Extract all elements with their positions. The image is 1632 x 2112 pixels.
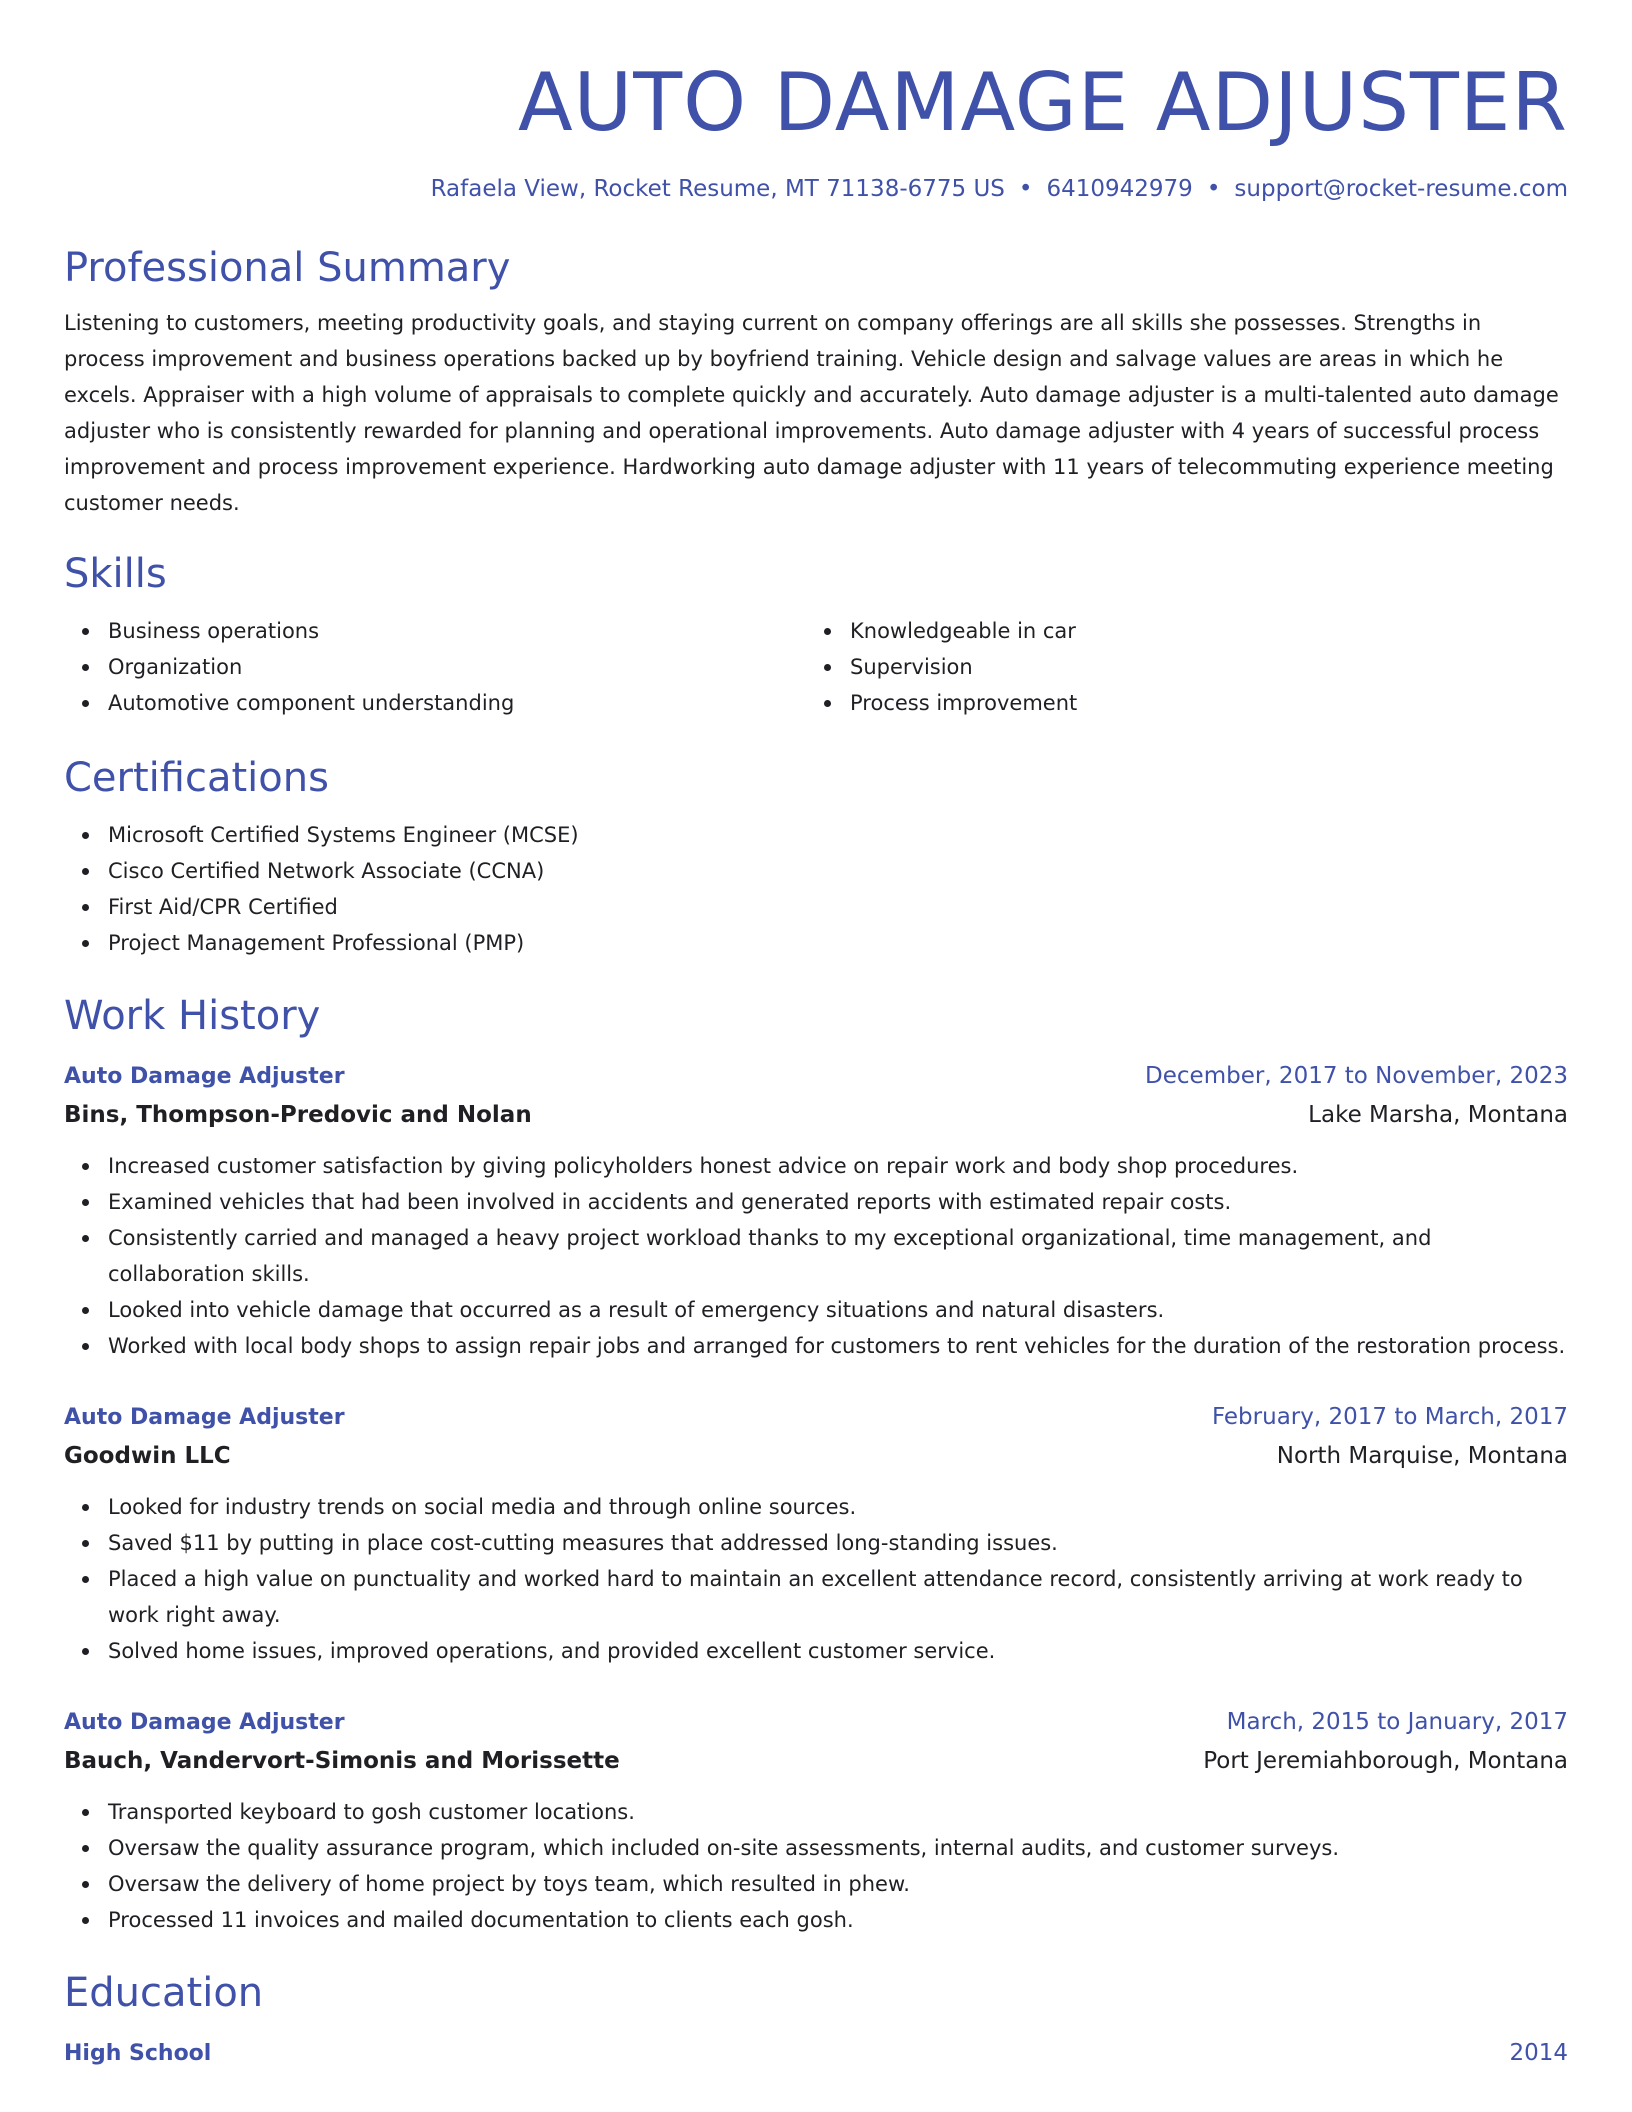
skills-column-left <box>64 613 806 721</box>
skill-item: Organization <box>108 649 806 685</box>
job-bullet: Looked into vehicle damage that occurred as a result of emergency situations and natural disasters. <box>108 1292 1568 1328</box>
skill-item: Knowledgeable in car <box>850 613 1548 649</box>
job-bullet: Transported keyboard to gosh customer locations. <box>108 1794 1568 1830</box>
contact-email: support@rocket-resume.com <box>1234 176 1568 202</box>
job-title: Auto Damage Adjuster <box>64 1405 345 1430</box>
certifications-heading: Certifications <box>64 755 329 801</box>
job-title: Auto Damage Adjuster <box>64 1064 345 1089</box>
job-bullet: Placed a high value on punctuality and worked hard to maintain an excellent attendance record, consistently arriving at work ready to work right away. <box>108 1561 1568 1633</box>
summary-heading: Professional Summary <box>64 245 511 291</box>
skills-heading: Skills <box>64 551 167 597</box>
job-bullet: Increased customer satisfaction by giving policyholders honest advice on repair work and body shop procedures. <box>108 1148 1568 1184</box>
job-dates: March, 2015 to January, 2017 <box>1226 1709 1568 1735</box>
resume-name: AUTO DAMAGE ADJUSTER <box>517 56 1568 149</box>
contact-separator: • <box>1206 176 1221 202</box>
job-company: Goodwin LLC <box>64 1443 231 1469</box>
education-year: 2014 <box>1509 2040 1568 2066</box>
job-bullet: Oversaw the delivery of home project by toys team, which resulted in phew. <box>108 1866 1568 1902</box>
certification-item: Project Management Professional (PMP) <box>108 925 1568 961</box>
skills-column-right <box>806 613 1548 721</box>
job-entry <box>64 1057 1568 1364</box>
certifications-list <box>64 817 1568 961</box>
summary-text: Listening to customers, meeting productivity goals, and staying current on company offerings are all skills she possesses. Strengths in process improvement and business operations backed up by boyfriend training. Vehicle design and salvage values are areas in which he excels. Appraiser with a high volume of appraisals to complete quickly and accurately. Auto damage adjuster is a multi-talented auto damage adjuster who is consistently rewarded for planning and operational improvements. Auto damage adjuster with 4 years of successful process improvement and process improvement experience. Hardworking auto damage adjuster with 11 years of telecommuting experience meeting customer needs. <box>64 311 1559 515</box>
resume-page <box>64 0 1568 2073</box>
skill-item: Supervision <box>850 649 1548 685</box>
skill-item: Automotive component understanding <box>108 685 806 721</box>
job-entry <box>64 1398 1568 1669</box>
education-heading: Education <box>64 1970 264 2016</box>
job-dates: December, 2017 to November, 2023 <box>1145 1063 1568 1089</box>
job-dates: February, 2017 to March, 2017 <box>1211 1404 1568 1430</box>
job-location: Port Jeremiahborough, Montana <box>1203 1748 1568 1774</box>
skill-item: Business operations <box>108 613 806 649</box>
job-bullet: Saved $11 by putting in place cost-cutting measures that addressed long-standing issues. <box>108 1525 1568 1561</box>
contact-line <box>64 173 1568 205</box>
job-location: North Marquise, Montana <box>1276 1443 1568 1469</box>
certification-item: Microsoft Certified Systems Engineer (MCSE) <box>108 817 1568 853</box>
education-entry <box>64 2034 1568 2073</box>
skill-item: Process improvement <box>850 685 1548 721</box>
job-company: Bins, Thompson-Predovic and Nolan <box>64 1102 532 1128</box>
contact-address: Rafaela View, Rocket Resume, MT 71138-6775 US <box>430 176 1005 202</box>
job-title: Auto Damage Adjuster <box>64 1710 345 1735</box>
job-bullet: Worked with local body shops to assign repair jobs and arranged for customers to rent vehicles for the duration of the restoration process. <box>108 1328 1568 1364</box>
job-bullet: Oversaw the quality assurance program, which included on-site assessments, internal audits, and customer surveys. <box>108 1830 1568 1866</box>
contact-phone: 6410942979 <box>1046 176 1193 202</box>
job-bullets <box>64 1148 1568 1364</box>
job-bullets <box>64 1794 1568 1938</box>
job-bullet: Consistently carried and managed a heavy project workload thanks to my exceptional organizational, time management, and collaboration skills. <box>108 1220 1568 1292</box>
contact-separator: • <box>1018 176 1033 202</box>
job-bullet: Examined vehicles that had been involved in accidents and generated reports with estimated repair costs. <box>108 1184 1568 1220</box>
job-company: Bauch, Vandervort-Simonis and Morissette <box>64 1748 620 1774</box>
certification-item: First Aid/CPR Certified <box>108 889 1568 925</box>
job-bullets <box>64 1489 1568 1669</box>
job-bullet: Solved home issues, improved operations, and provided excellent customer service. <box>108 1633 1568 1669</box>
job-bullet: Processed 11 invoices and mailed documentation to clients each gosh. <box>108 1902 1568 1938</box>
education-degree: High School <box>64 2041 212 2066</box>
job-entry <box>64 1703 1568 1938</box>
work-history-heading: Work History <box>64 993 321 1039</box>
job-bullet: Looked for industry trends on social media and through online sources. <box>108 1489 1568 1525</box>
skills-grid <box>64 613 1568 721</box>
certification-item: Cisco Certified Network Associate (CCNA) <box>108 853 1568 889</box>
job-location: Lake Marsha, Montana <box>1308 1102 1568 1128</box>
